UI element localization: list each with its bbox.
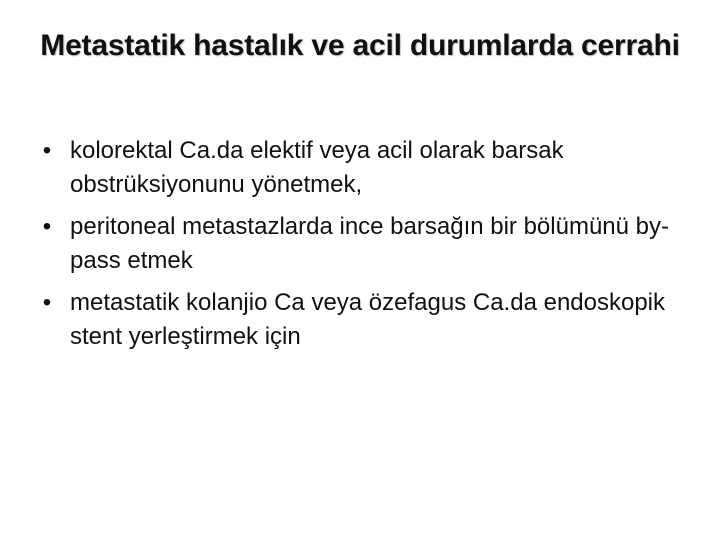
bullet-list	[34, 134, 694, 362]
bullet-item	[34, 210, 694, 278]
bullet-icon: •	[42, 213, 52, 240]
bullet-text: kolorektal Ca.da elektif veya acil olarak barsak obstrüksiyonunu yönetmek,	[70, 137, 564, 198]
bullet-icon: •	[42, 289, 52, 316]
bullet-item	[34, 134, 694, 202]
bullet-icon: •	[42, 137, 52, 164]
bullet-text: metastatik kolanjio Ca veya özefagus Ca.da endoskopik stent yerleştirmek için	[70, 289, 666, 350]
bullet-text: peritoneal metastazlarda ince barsağın bir bölümünü by-pass etmek	[70, 213, 670, 274]
bullet-item	[34, 286, 694, 354]
slide-title: Metastatik hastalık ve acil durumlarda cerrahi	[40, 29, 680, 62]
